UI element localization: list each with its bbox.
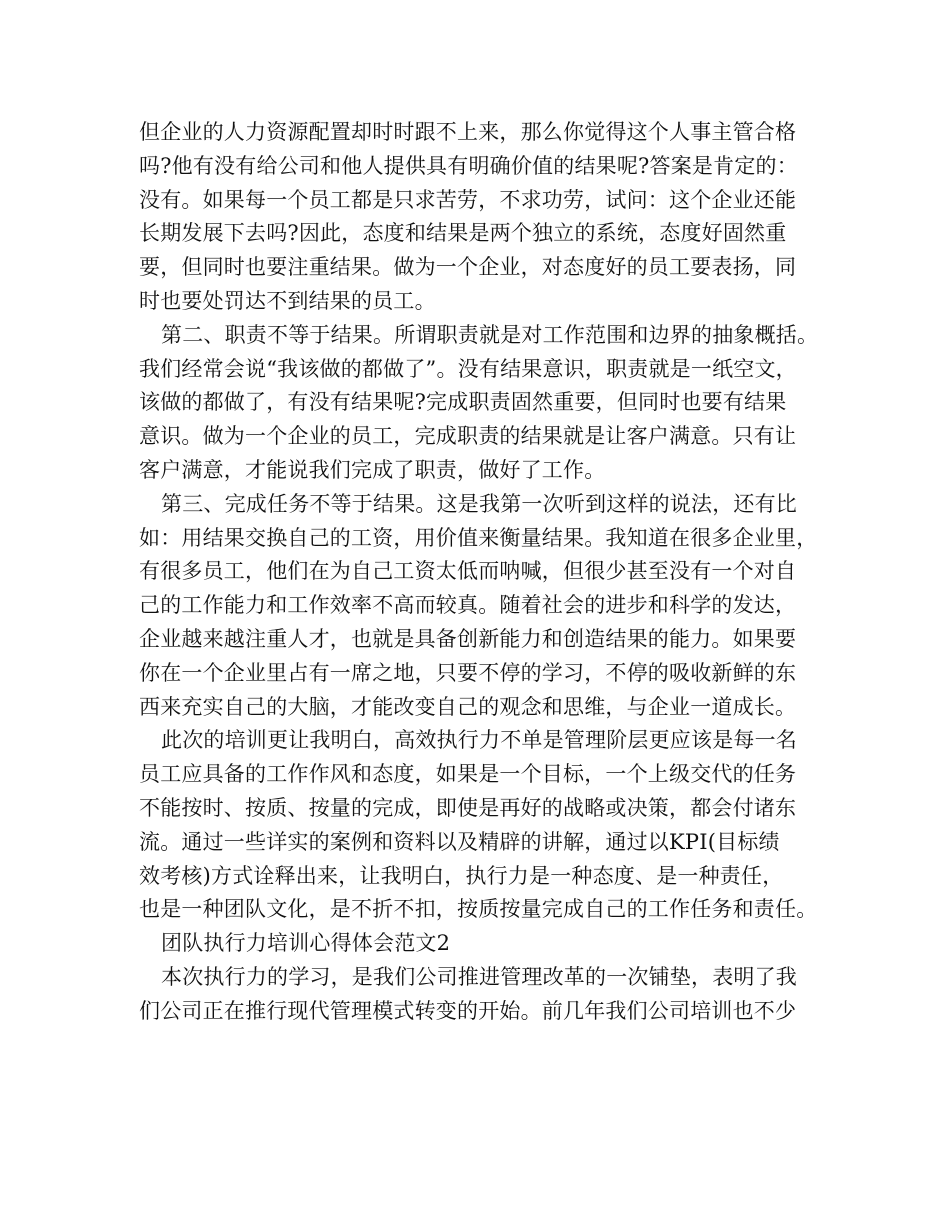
text-line: 员工应具备的工作作风和态度，如果是一个目标，一个上级交代的任务 [139,762,797,787]
text-line: 长期发展下去吗?因此，态度和结果是两个独立的系统，态度好固然重 [139,221,787,246]
text-line: 不能按时、按质、按量的完成，即使是再好的战略或决策，都会付诸东 [139,795,797,820]
text-line: 流。通过一些详实的案例和资料以及精辟的讲解，通过以KPI(目标绩 [139,829,780,854]
text-line: 本次执行力的学习，是我们公司推进管理改革的一次铺垫，表明了我 [161,964,797,989]
text-line: 你在一个企业里占有一席之地，只要不停的学习，不停的吸收新鲜的东 [139,660,797,685]
text-line: 时也要处罚达不到结果的员工。 [139,288,436,313]
text-line: 们公司正在推行现代管理模式转变的开始。前几年我们公司培训也不少 [139,998,797,1023]
text-line: 企业越来越注重人才，也就是具备创新能力和创造结果的能力。如果要 [139,626,797,651]
text-line: 己的工作能力和工作效率不高而较真。随着社会的进步和科学的发达， [139,593,797,618]
text-line: 效考核)方式诠释出来，让我明白，执行力是一种态度、是一种责任， [139,863,784,888]
text-line: 我们经常会说“我该做的都做了”。没有结果意识，职责就是一纸空文， [139,356,797,381]
document-body [139,116,819,1029]
text-line: 如：用结果交换自己的工资，用价值来衡量结果。我知道在很多企业里， [139,525,818,550]
text-line: 此次的培训更让我明白，高效执行力不单是管理阶层更应该是每一名 [161,728,797,753]
text-line: 西来充实自己的大脑，才能改变自己的观念和思维，与企业一道成长。 [139,694,797,719]
text-line: 客户满意，才能说我们完成了职责，做好了工作。 [139,457,606,482]
text-line: 吗?他有没有给公司和他人提供具有明确价值的结果呢?答案是肯定的： [139,153,798,178]
text-line: 第三、完成任务不等于结果。这是我第一次听到这样的说法，还有比 [161,491,797,516]
text-line: 第二、职责不等于结果。所谓职责就是对工作范围和边界的抽象概括。 [161,322,819,347]
text-line: 要，但同时也要注重结果。做为一个企业，对态度好的员工要表扬，同 [139,255,797,280]
text-line: 也是一种团队文化，是不折不扣，按质按量完成自己的工作任务和责任。 [139,897,818,922]
text-line: 有很多员工，他们在为自己工资太低而呐喊，但很少甚至没有一个对自 [139,559,797,584]
text-line: 团队执行力培训心得体会范文2 [161,931,451,956]
text-line: 该做的都做了，有没有结果呢?完成职责固然重要，但同时也要有结果 [139,390,787,415]
text-line: 但企业的人力资源配置却时时跟不上来，那么你觉得这个人事主管合格 [139,120,797,144]
text-line: 没有。如果每一个员工都是只求苦劳，不求功劳，试问：这个企业还能 [139,187,797,212]
text-line: 意识。做为一个企业的员工，完成职责的结果就是让客户满意。只有让 [139,424,797,449]
